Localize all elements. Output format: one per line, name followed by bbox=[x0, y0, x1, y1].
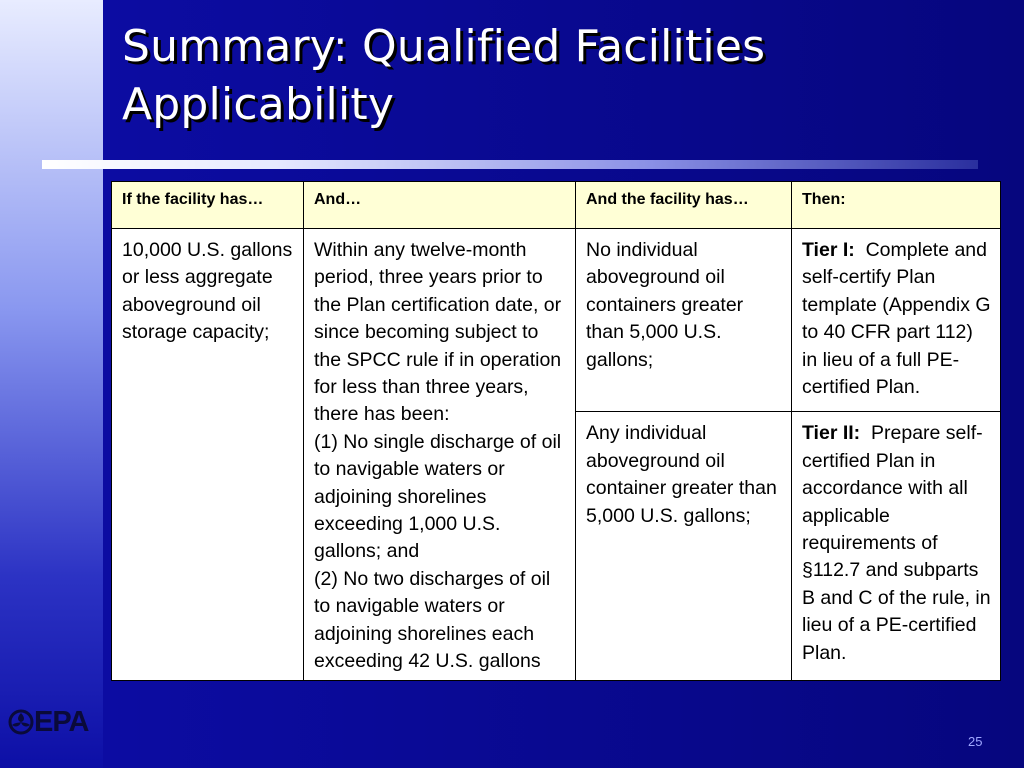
applicability-table bbox=[111, 181, 1001, 681]
cell-tier-1 bbox=[792, 229, 1001, 412]
cell-large-container: Any individual aboveground oil container greater than 5,000 U.S. gallons; bbox=[576, 412, 792, 680]
epa-logo bbox=[8, 704, 98, 740]
header-and-facility-has: And the facility has… bbox=[576, 182, 792, 229]
epa-flower-icon bbox=[8, 709, 34, 735]
discharge-item-1: (1) No single discharge of oil to navigable waters or adjoining shorelines exceeding 1,000 U.S. gallons; and bbox=[314, 430, 562, 563]
table-header-row bbox=[112, 182, 1001, 229]
header-and: And… bbox=[304, 182, 576, 229]
epa-logo-text: EPA bbox=[34, 705, 89, 738]
title-line-2: Applicability bbox=[122, 79, 395, 130]
title-line-1: Summary: Qualified Facilities bbox=[122, 21, 766, 72]
tier-1-label: Tier I: bbox=[802, 239, 855, 261]
left-gradient-panel bbox=[0, 0, 103, 768]
header-then: Then: bbox=[792, 182, 1001, 229]
discharge-intro: Within any twelve-month period, three years prior to the Plan certification date, or since becoming subject to the SPCC rule if in operation for less than three years, there has been: bbox=[314, 239, 562, 426]
discharge-item-2: (2) No two discharges of oil to navigable waters or adjoining shorelines each exceeding 42 U.S. gallons bbox=[314, 567, 551, 673]
cell-capacity: 10,000 U.S. gallons or less aggregate aboveground oil storage capacity; bbox=[112, 229, 304, 681]
cell-no-large-container: No individual aboveground oil containers greater than 5,000 U.S. gallons; bbox=[576, 229, 792, 412]
title-underline-rule bbox=[42, 160, 978, 169]
page-number: 25 bbox=[968, 734, 983, 749]
table-row bbox=[112, 229, 1001, 412]
applicability-table-container bbox=[111, 181, 1001, 681]
tier-2-label: Tier II: bbox=[802, 422, 861, 445]
cell-tier-2 bbox=[792, 412, 1001, 680]
tier-1-text: Complete and self-certify Plan template (Appendix G to 40 CFR part 112) in lieu of a full PE-certified Plan. bbox=[802, 239, 991, 399]
header-facility-has: If the facility has… bbox=[112, 182, 304, 229]
tier-2-text: Prepare self-certified Plan in accordance with all applicable requirements of §112.7 and subparts B and C of the rule, in lieu of a PE-certified Plan. bbox=[802, 422, 991, 664]
cell-discharge-history bbox=[304, 229, 576, 681]
slide-title bbox=[122, 18, 1002, 134]
